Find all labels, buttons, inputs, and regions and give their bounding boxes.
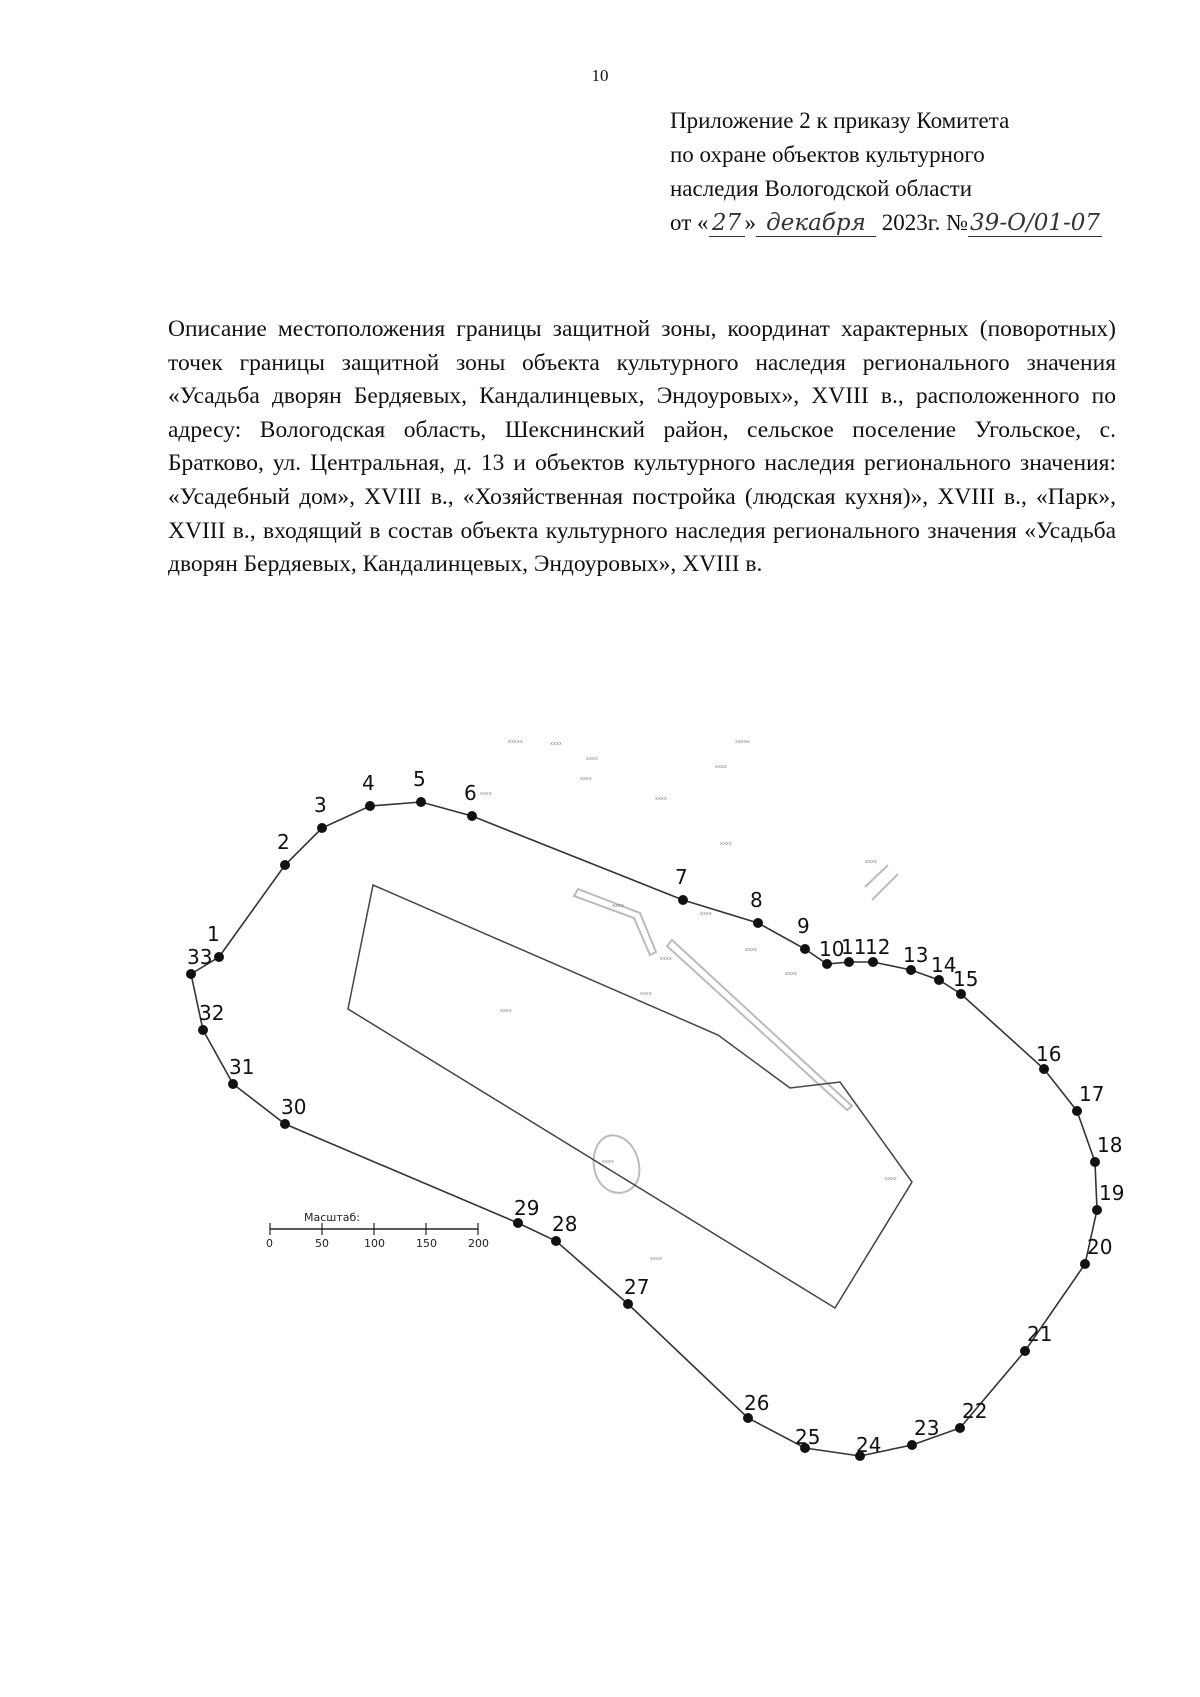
svg-text:хххх: хххх (586, 756, 598, 762)
boundary-point-label: 7 (675, 865, 688, 889)
boundary-point-label: 15 (953, 967, 979, 991)
boundary-point-label: 22 (962, 1399, 988, 1423)
boundary-point-marker (280, 1119, 290, 1129)
scale-tick-label: 200 (468, 1237, 489, 1250)
svg-text:хххх: хххх (580, 776, 592, 782)
svg-text:ххххх: ххххх (508, 739, 523, 745)
boundary-point-label: 4 (362, 771, 375, 795)
boundary-point-label: 11 (841, 935, 867, 959)
map-tiny-labels (480, 739, 897, 1262)
svg-text:хххх: хххх (660, 956, 672, 962)
svg-text:хххх: хххх (700, 911, 712, 917)
boundary-point-marker (198, 1025, 208, 1035)
scale-title: Масштаб: (304, 1211, 360, 1224)
boundary-point-label: 10 (819, 937, 845, 961)
boundary-point-marker (365, 801, 375, 811)
boundary-point-label: 9 (797, 914, 810, 938)
boundary-point-marker (467, 811, 477, 821)
boundary-point-label: 29 (514, 1196, 540, 1220)
boundary-point-label: 1 (207, 922, 220, 946)
boundary-point-marker (1020, 1346, 1030, 1356)
boundary-point-marker (1072, 1106, 1082, 1116)
boundary-point-label: 13 (903, 943, 929, 967)
svg-text:хххх: хххх (612, 903, 624, 909)
boundary-point-label: 30 (281, 1095, 307, 1119)
svg-text:хххх: хххх (720, 841, 732, 847)
boundary-description: Описание местоположения границы защитной зоны, координат характерных (поворотных) точек границы защитной зоны объекта культурного наследия регионального значения «Усадьба дворян Бердяевых, Кандалинцевых, Эндоуровых», XVIII в., расположенного по адресу: Вологодская область, Шекснинский район, сельское поселение Угольское, с. Братково, ул. Центральная, д. 13 и объектов культурного наследия регионального значения: «Усадебный дом», XVIII в., «Хозяйственная постройка (людская кухня)», XVIII в., «Парк», XVIII в., входящий в состав объекта культурного наследия регионального значения «Усадьба дворян Бердяевых, Кандалинцевых, Эндоуровых», XVIII в. (168, 316, 1116, 578)
handwritten-order-number: 39-О/01-07 (968, 210, 1102, 237)
appendix-line-3: наследия Вологодской области (670, 176, 973, 201)
svg-text:хххх: хххх (865, 859, 877, 865)
boundary-point-marker (551, 1236, 561, 1246)
boundary-point-marker (280, 860, 290, 870)
boundary-point-label: 33 (187, 945, 213, 969)
boundary-point-label: 31 (229, 1055, 255, 1079)
handwritten-day: 27 (709, 210, 745, 237)
boundary-point-label: 14 (931, 953, 957, 977)
boundary-point-label: 26 (744, 1391, 770, 1415)
boundary-point-marker (1092, 1205, 1102, 1215)
appendix-date-line (670, 206, 1110, 240)
road-segment (574, 889, 656, 955)
svg-text:ххххх: ххххх (735, 739, 750, 745)
scale-tick-label: 150 (416, 1237, 437, 1250)
boundary-point-marker (317, 823, 327, 833)
svg-text:хххх: хххх (885, 1176, 897, 1182)
appendix-line-2: по охране объектов культурного (670, 142, 985, 167)
field-stroke (865, 865, 898, 900)
boundary-point-label: 27 (624, 1275, 650, 1299)
boundary-point-label: 5 (413, 767, 426, 791)
svg-text:хххх: хххх (550, 741, 562, 747)
boundary-points (186, 767, 1124, 1461)
boundary-point-marker (1090, 1157, 1100, 1167)
boundary-point-marker (214, 952, 224, 962)
boundary-point-marker (186, 969, 196, 979)
boundary-point-label: 17 (1079, 1082, 1105, 1106)
boundary-point-marker (416, 797, 426, 807)
svg-text:хххх: хххх (745, 947, 757, 953)
boundary-point-marker (800, 944, 810, 954)
boundary-point-label: 20 (1087, 1235, 1113, 1259)
boundary-point-label: 8 (750, 888, 763, 912)
appendix-line-1: Приложение 2 к приказу Комитета (670, 108, 1010, 133)
svg-text:хххх: хххх (785, 971, 797, 977)
page-number: 10 (591, 66, 609, 85)
boundary-point-label: 18 (1097, 1133, 1123, 1157)
svg-text:хххх: хххх (655, 796, 667, 802)
boundary-point-label: 21 (1027, 1322, 1053, 1346)
boundary-point-marker (907, 1440, 917, 1450)
scale-bar (266, 1211, 489, 1250)
boundary-point-label: 2 (277, 830, 290, 854)
svg-text:хххх: хххх (500, 1008, 512, 1014)
boundary-map (0, 700, 1200, 1520)
svg-text:хххх: хххх (650, 1256, 662, 1262)
boundary-point-label: 3 (314, 793, 327, 817)
boundary-point-label: 25 (795, 1425, 821, 1449)
svg-text:хххх: хххх (602, 1159, 614, 1165)
boundary-point-marker (1080, 1259, 1090, 1269)
boundary-point-label: 16 (1036, 1042, 1062, 1066)
svg-text:хххх: хххх (480, 791, 492, 797)
scale-tick-label: 0 (266, 1237, 273, 1250)
boundary-point-marker (228, 1079, 238, 1089)
boundary-point-label: 32 (199, 1001, 225, 1025)
date-quote-close: » (744, 210, 756, 235)
map-background-features (574, 865, 898, 1193)
protective-zone-boundary (191, 802, 1097, 1456)
boundary-point-label: 24 (856, 1433, 882, 1457)
boundary-point-marker (955, 1423, 965, 1433)
boundary-point-label: 12 (865, 935, 891, 959)
svg-text:хххх: хххх (715, 764, 727, 770)
scale-tick-label: 100 (364, 1237, 385, 1250)
date-prefix: от « (670, 210, 709, 235)
boundary-point-label: 28 (552, 1212, 578, 1236)
date-year: 2023г. № (881, 210, 969, 235)
boundary-point-label: 23 (914, 1416, 940, 1440)
boundary-point-label: 6 (464, 781, 477, 805)
svg-text:хххх: хххх (640, 991, 652, 997)
boundary-point-marker (623, 1299, 633, 1309)
appendix-header (670, 104, 1110, 240)
boundary-point-marker (678, 895, 688, 905)
handwritten-month: декабря (756, 210, 876, 237)
boundary-point-marker (753, 918, 763, 928)
boundary-point-label: 19 (1099, 1181, 1125, 1205)
scale-tick-label: 50 (315, 1237, 329, 1250)
